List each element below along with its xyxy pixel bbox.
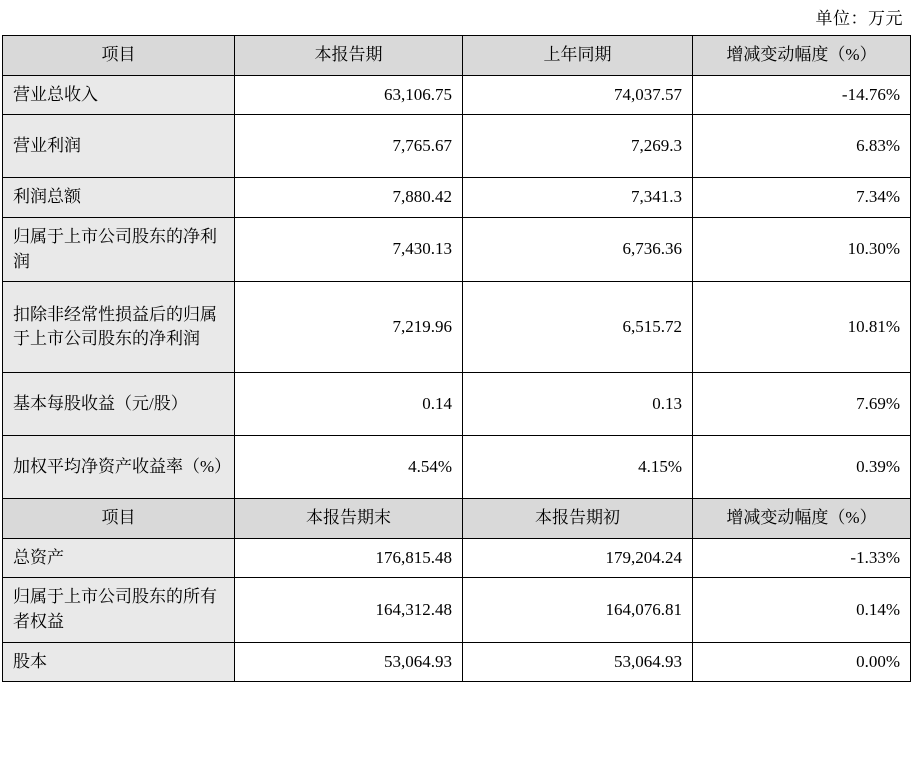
table-row — [3, 436, 911, 499]
table-row — [3, 178, 911, 218]
unit-note: 单位：万元 — [815, 9, 903, 28]
column-header-period-begin: 本报告期初 — [463, 499, 693, 539]
row-change-value: 0.00% — [693, 642, 911, 682]
row-current-value: 176,815.48 — [235, 538, 463, 578]
table-row — [3, 538, 911, 578]
column-header-period-end: 本报告期末 — [235, 499, 463, 539]
row-label: 股本 — [3, 642, 235, 682]
row-label: 基本每股收益（元/股） — [3, 373, 235, 436]
row-change-value: 10.81% — [693, 282, 911, 373]
row-label: 扣除非经常性损益后的归属于上市公司股东的净利润 — [3, 282, 235, 373]
row-previous-value: 7,341.3 — [463, 178, 693, 218]
row-change-value: 10.30% — [693, 217, 911, 281]
row-previous-value: 6,736.36 — [463, 217, 693, 281]
table-header-row-balance — [3, 499, 911, 539]
row-change-value: 0.39% — [693, 436, 911, 499]
row-previous-value: 179,204.24 — [463, 538, 693, 578]
row-current-value: 7,765.67 — [235, 115, 463, 178]
row-change-value: -14.76% — [693, 75, 911, 115]
row-current-value: 7,880.42 — [235, 178, 463, 218]
column-header-previous-period: 上年同期 — [463, 36, 693, 76]
row-change-value: 0.14% — [693, 578, 911, 642]
row-previous-value: 0.13 — [463, 373, 693, 436]
table-row — [3, 75, 911, 115]
row-current-value: 4.54% — [235, 436, 463, 499]
table-row — [3, 578, 911, 642]
column-header-item: 项目 — [3, 36, 235, 76]
column-header-change-rate-balance: 增减变动幅度（%） — [693, 499, 911, 539]
row-current-value: 53,064.93 — [235, 642, 463, 682]
row-change-value: -1.33% — [693, 538, 911, 578]
column-header-change-rate: 增减变动幅度（%） — [693, 36, 911, 76]
financial-indicators-table — [2, 35, 911, 682]
table-row — [3, 642, 911, 682]
table-row — [3, 115, 911, 178]
row-label: 总资产 — [3, 538, 235, 578]
table-row — [3, 217, 911, 281]
table-row — [3, 282, 911, 373]
row-label: 营业利润 — [3, 115, 235, 178]
column-header-current-period: 本报告期 — [235, 36, 463, 76]
row-change-value: 6.83% — [693, 115, 911, 178]
column-header-item-balance: 项目 — [3, 499, 235, 539]
table-row — [3, 373, 911, 436]
row-previous-value: 7,269.3 — [463, 115, 693, 178]
table-header-row — [3, 36, 911, 76]
row-change-value: 7.34% — [693, 178, 911, 218]
row-previous-value: 164,076.81 — [463, 578, 693, 642]
row-label: 归属于上市公司股东的净利润 — [3, 217, 235, 281]
row-label: 归属于上市公司股东的所有者权益 — [3, 578, 235, 642]
row-label: 营业总收入 — [3, 75, 235, 115]
row-current-value: 0.14 — [235, 373, 463, 436]
row-current-value: 7,219.96 — [235, 282, 463, 373]
row-current-value: 7,430.13 — [235, 217, 463, 281]
row-change-value: 7.69% — [693, 373, 911, 436]
row-previous-value: 74,037.57 — [463, 75, 693, 115]
row-label: 利润总额 — [3, 178, 235, 218]
row-current-value: 63,106.75 — [235, 75, 463, 115]
row-current-value: 164,312.48 — [235, 578, 463, 642]
row-previous-value: 53,064.93 — [463, 642, 693, 682]
row-label: 加权平均净资产收益率（%） — [3, 436, 235, 499]
row-previous-value: 6,515.72 — [463, 282, 693, 373]
row-previous-value: 4.15% — [463, 436, 693, 499]
